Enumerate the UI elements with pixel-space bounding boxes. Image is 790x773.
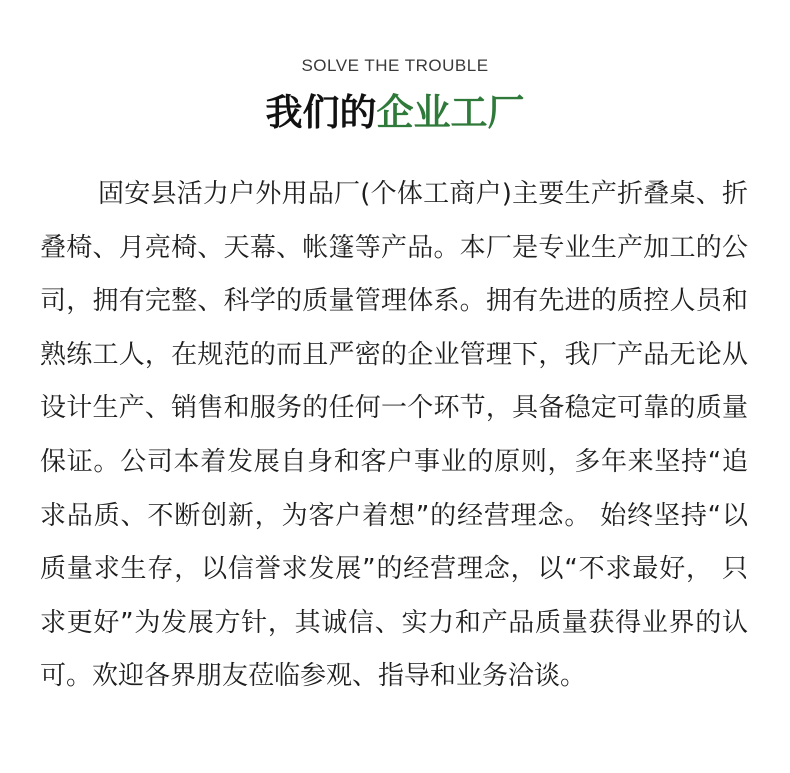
section-subtitle: SOLVE THE TROUBLE xyxy=(301,56,489,75)
company-description: 固安县活力户外用品厂(个体工商户)主要生产折叠桌、折叠椅、月亮椅、天幕、帐篷等产品。本厂是专业生产加工的公司，拥有完整、科学的质量管理体系。拥有先进的质控人员和熟练工人，在规范的而且严密的企业管理下，我厂产品无论从设计生产、销售和服务的任何一个环节，具备稳定可靠的质量保证。公司本着发展自身和客户事业的原则，多年来坚持“追求品质、不断创新，为客户着想”的经营理念。 始终坚持“以质量求生存，以信誉求发展”的经营理念，以“不求最好， 只求更好”为发展方针，其诚信、实力和产品质量获得业界的认可。欢迎各界朋友莅临参观、指导和业务洽谈。 xyxy=(40,179,748,692)
title-plain: 我们的 xyxy=(265,91,377,134)
section-title xyxy=(0,90,790,136)
title-accent: 企业工厂 xyxy=(376,91,525,134)
